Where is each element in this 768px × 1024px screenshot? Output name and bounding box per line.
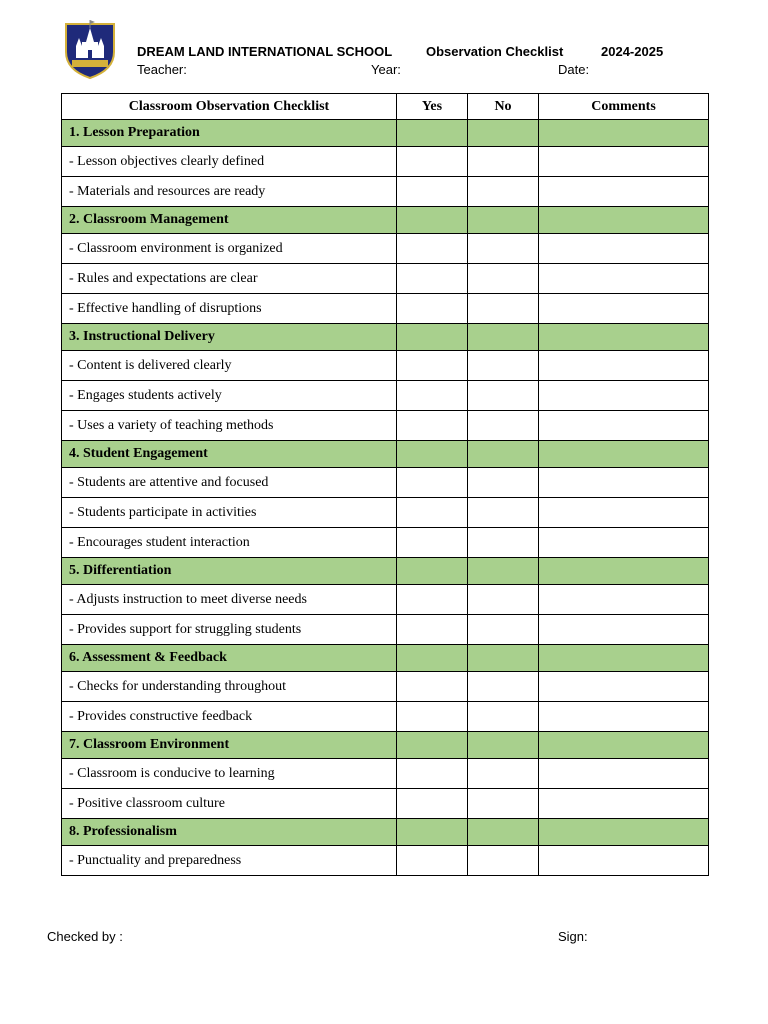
criterion-text: - Provides constructive feedback [62,702,397,732]
comments-cell[interactable] [539,585,709,615]
comments-cell [539,819,709,846]
table-row [62,585,709,615]
school-logo [62,18,118,80]
comments-cell[interactable] [539,294,709,324]
yes-cell[interactable] [397,702,468,732]
table-row [62,615,709,645]
yes-cell [397,207,468,234]
criterion-text: - Classroom environment is organized [62,234,397,264]
section-title: 7. Classroom Environment [62,732,397,759]
criterion-text: - Rules and expectations are clear [62,264,397,294]
section-row [62,645,709,672]
section-title: 3. Instructional Delivery [62,324,397,351]
table-row [62,381,709,411]
no-cell [468,819,539,846]
comments-cell [539,207,709,234]
no-cell[interactable] [468,672,539,702]
comments-cell[interactable] [539,177,709,207]
comments-cell [539,732,709,759]
yes-cell[interactable] [397,234,468,264]
comments-cell[interactable] [539,528,709,558]
yes-cell[interactable] [397,177,468,207]
comments-cell [539,558,709,585]
section-title: 8. Professionalism [62,819,397,846]
yes-cell[interactable] [397,585,468,615]
comments-cell[interactable] [539,351,709,381]
comments-cell [539,645,709,672]
no-cell [468,645,539,672]
column-header-criteria: Classroom Observation Checklist [62,94,397,120]
criterion-text: - Students participate in activities [62,498,397,528]
no-cell[interactable] [468,351,539,381]
section-title: 5. Differentiation [62,558,397,585]
section-row [62,120,709,147]
table-row [62,351,709,381]
yes-cell[interactable] [397,294,468,324]
comments-cell[interactable] [539,672,709,702]
yes-cell [397,441,468,468]
yes-cell[interactable] [397,789,468,819]
yes-cell[interactable] [397,498,468,528]
no-cell [468,732,539,759]
no-cell [468,207,539,234]
comments-cell[interactable] [539,615,709,645]
table-row [62,672,709,702]
document-title: Observation Checklist [426,44,564,59]
comments-cell[interactable] [539,702,709,732]
section-row [62,441,709,468]
no-cell[interactable] [468,528,539,558]
table-row [62,468,709,498]
comments-cell [539,120,709,147]
table-row [62,498,709,528]
section-row [62,207,709,234]
table-row [62,528,709,558]
teacher-label: Teacher: [137,62,187,77]
comments-cell [539,324,709,351]
no-cell[interactable] [468,468,539,498]
yes-cell[interactable] [397,147,468,177]
yes-cell[interactable] [397,411,468,441]
criterion-text: - Uses a variety of teaching methods [62,411,397,441]
no-cell[interactable] [468,702,539,732]
yes-cell[interactable] [397,846,468,876]
no-cell [468,324,539,351]
table-row [62,759,709,789]
no-cell[interactable] [468,498,539,528]
yes-cell[interactable] [397,528,468,558]
column-header-yes: Yes [397,94,468,120]
table-row [62,846,709,876]
yes-cell [397,558,468,585]
table-row [62,234,709,264]
yes-cell [397,645,468,672]
yes-cell[interactable] [397,615,468,645]
table-row [62,294,709,324]
no-cell[interactable] [468,294,539,324]
yes-cell [397,819,468,846]
table-row [62,702,709,732]
criterion-text: - Provides support for struggling students [62,615,397,645]
no-cell[interactable] [468,759,539,789]
no-cell [468,441,539,468]
criterion-text: - Positive classroom culture [62,789,397,819]
table-row [62,264,709,294]
section-title: 1. Lesson Preparation [62,120,397,147]
table-row [62,411,709,441]
yes-cell[interactable] [397,468,468,498]
criterion-text: - Punctuality and preparedness [62,846,397,876]
criterion-text: - Encourages student interaction [62,528,397,558]
yes-cell[interactable] [397,759,468,789]
table-row [62,177,709,207]
school-name: DREAM LAND INTERNATIONAL SCHOOL [137,44,393,59]
criterion-text: - Engages students actively [62,381,397,411]
section-title: 4. Student Engagement [62,441,397,468]
no-cell [468,120,539,147]
no-cell[interactable] [468,846,539,876]
comments-cell [539,441,709,468]
comments-cell[interactable] [539,264,709,294]
no-cell[interactable] [468,177,539,207]
table-row [62,789,709,819]
criterion-text: - Content is delivered clearly [62,351,397,381]
criterion-text: - Lesson objectives clearly defined [62,147,397,177]
yes-cell [397,324,468,351]
no-cell[interactable] [468,585,539,615]
no-cell[interactable] [468,411,539,441]
criterion-text: - Classroom is conducive to learning [62,759,397,789]
comments-cell[interactable] [539,234,709,264]
comments-cell[interactable] [539,498,709,528]
comments-cell[interactable] [539,381,709,411]
yes-cell[interactable] [397,264,468,294]
table-row [62,147,709,177]
yes-cell[interactable] [397,351,468,381]
no-cell[interactable] [468,147,539,177]
comments-cell[interactable] [539,411,709,441]
observation-checklist-table [61,93,709,876]
criterion-text: - Checks for understanding throughout [62,672,397,702]
no-cell [468,558,539,585]
no-cell[interactable] [468,789,539,819]
column-header-comments: Comments [539,94,709,120]
section-row [62,324,709,351]
comments-cell[interactable] [539,147,709,177]
section-title: 6. Assessment & Feedback [62,645,397,672]
criterion-text: - Students are attentive and focused [62,468,397,498]
yes-cell[interactable] [397,672,468,702]
section-row [62,732,709,759]
checked-by-label: Checked by : [47,929,123,944]
yes-cell[interactable] [397,381,468,411]
no-cell[interactable] [468,264,539,294]
academic-year: 2024-2025 [601,44,664,59]
yes-cell [397,120,468,147]
comments-cell[interactable] [539,846,709,876]
section-row [62,558,709,585]
comments-cell[interactable] [539,759,709,789]
no-cell[interactable] [468,381,539,411]
criterion-text: - Effective handling of disruptions [62,294,397,324]
criterion-text: - Adjusts instruction to meet diverse needs [62,585,397,615]
yes-cell [397,732,468,759]
sign-label: Sign: [558,929,588,944]
criterion-text: - Materials and resources are ready [62,177,397,207]
no-cell[interactable] [468,234,539,264]
table-header-row [62,94,709,120]
section-title: 2. Classroom Management [62,207,397,234]
year-label: Year: [371,62,401,77]
date-label: Date: [558,62,590,77]
comments-cell[interactable] [539,468,709,498]
no-cell[interactable] [468,615,539,645]
section-row [62,819,709,846]
comments-cell[interactable] [539,789,709,819]
column-header-no: No [468,94,539,120]
